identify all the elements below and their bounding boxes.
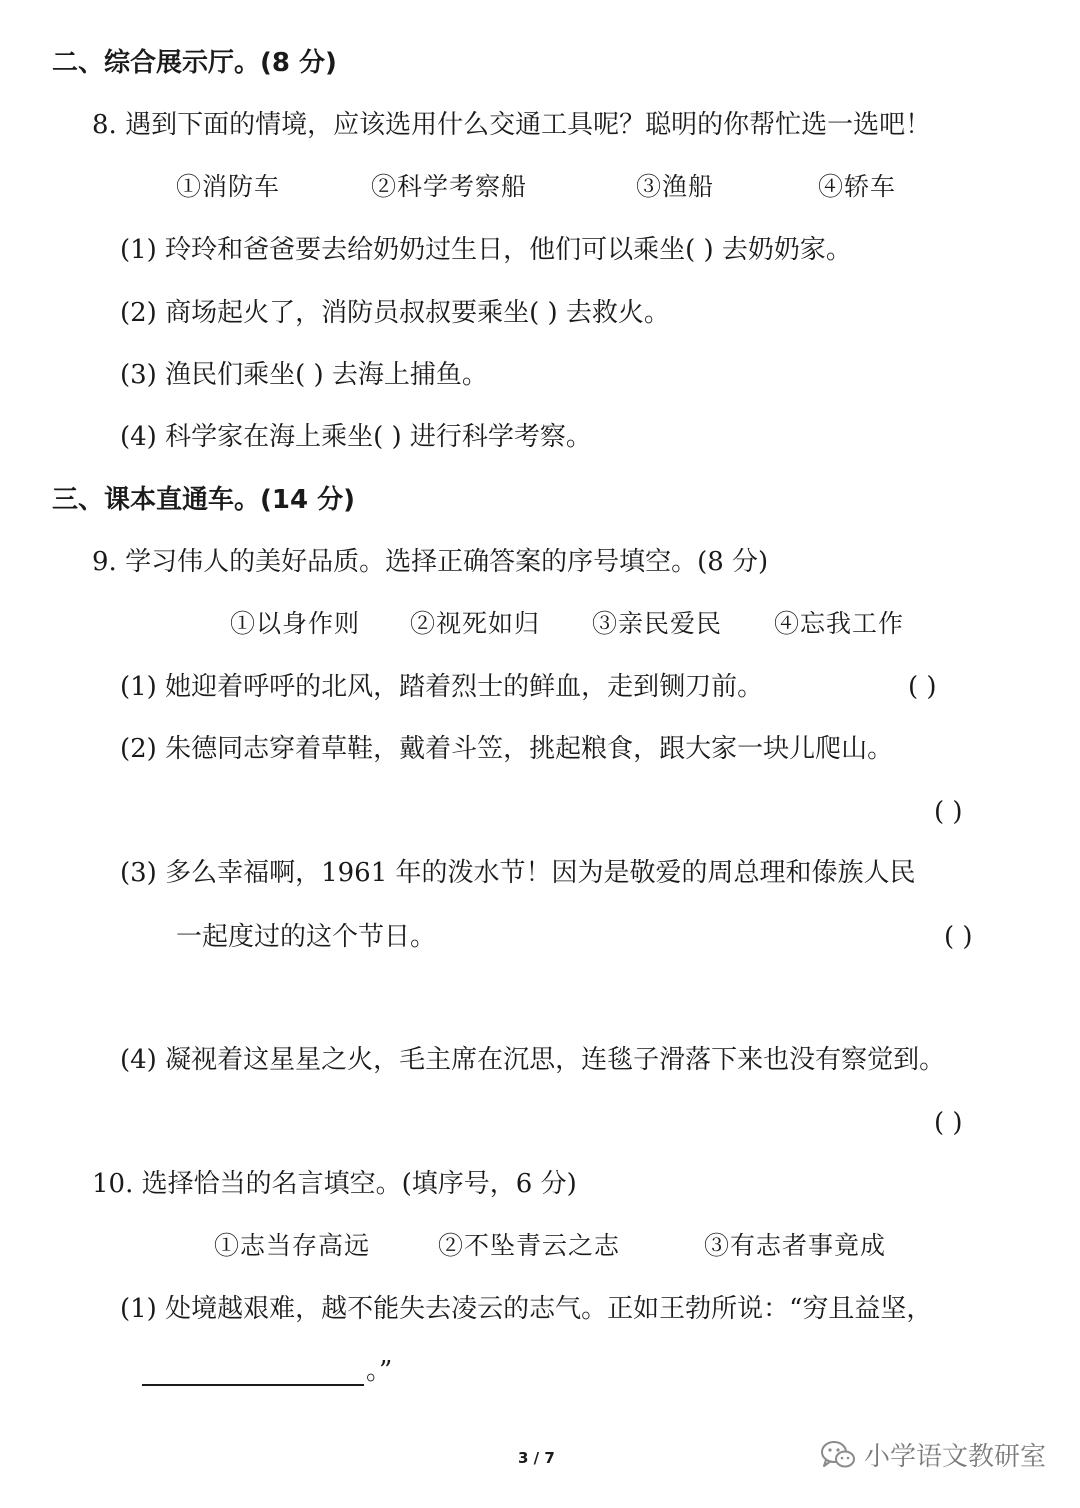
q9-item-1: (1) 她迎着呼呼的北风，踏着烈士的鲜血，走到铡刀前。 — [120, 672, 764, 702]
q10-option-2: ②不坠青云之志 — [438, 1231, 621, 1260]
q9-option-2: ②视死如归 — [410, 609, 541, 638]
q9-item-4: (4) 凝视着这星星之火，毛主席在沉思，连毯子滑落下来也没有察觉到。 — [120, 1045, 946, 1075]
q10-option-1: ①志当存高远 — [214, 1231, 371, 1260]
q9-option-4: ④忘我工作 — [774, 609, 905, 638]
q9-stem: 9. 学习伟人的美好品质。选择正确答案的序号填空。(8 分) — [92, 547, 769, 577]
q9-item-2: (2) 朱德同志穿着草鞋，戴着斗笠，挑起粮食，跟大家一块儿爬山。 — [120, 734, 894, 764]
q8-item-1: (1) 玲玲和爸爸要去给奶奶过生日，他们可以乘坐( ) 去奶奶家。 — [120, 235, 852, 265]
q8-item-2: (2) 商场起火了，消防员叔叔要乘坐( ) 去救火。 — [120, 298, 670, 328]
page-number: 3 / 7 — [518, 1449, 555, 1467]
q8-item-4: (4) 科学家在海上乘坐( ) 进行科学考察。 — [120, 422, 592, 452]
watermark-text: 小学语文教研室 — [864, 1442, 1047, 1472]
wechat-icon — [820, 1440, 856, 1474]
section3-title: 三、课本直通车。(14 分) — [52, 485, 355, 515]
q8-stem: 8. 遇到下面的情境，应该选用什么交通工具呢？聪明的你帮忙选一选吧！ — [92, 110, 932, 140]
q8-option-4: ④轿车 — [818, 172, 897, 201]
q10-item-1-blank[interactable] — [142, 1384, 364, 1386]
q9-item-1-answer[interactable]: ( ) — [908, 672, 937, 702]
q9-item-3-answer[interactable]: ( ) — [944, 922, 973, 952]
q10-stem: 10. 选择恰当的名言填空。(填序号，6 分) — [92, 1169, 577, 1199]
section2-title: 二、综合展示厅。(8 分) — [52, 48, 337, 78]
q9-option-3: ③亲民爱民 — [592, 609, 723, 638]
q8-option-2: ②科学考察船 — [371, 172, 528, 201]
q9-option-1: ①以身作则 — [230, 609, 361, 638]
q9-item-3-line1: (3) 多么幸福啊，1961 年的泼水节！因为是敬爱的周总理和傣族人民 — [120, 858, 916, 888]
watermark — [820, 1440, 1046, 1474]
q9-item-4-answer[interactable]: ( ) — [934, 1108, 963, 1138]
q8-option-3: ③渔船 — [636, 172, 715, 201]
q10-item-1: (1) 处境越艰难，越不能失去凌云的志气。正如王勃所说：“穷且益坚， — [120, 1294, 933, 1324]
q8-item-3: (3) 渔民们乘坐( ) 去海上捕鱼。 — [120, 360, 488, 390]
q9-item-2-answer[interactable]: ( ) — [934, 797, 963, 827]
q8-option-1: ①消防车 — [176, 172, 281, 201]
q10-item-1-end: 。” — [366, 1356, 393, 1386]
q10-option-3: ③有志者事竟成 — [704, 1231, 887, 1260]
q9-item-3-line2: 一起度过的这个节日。 — [176, 922, 437, 952]
